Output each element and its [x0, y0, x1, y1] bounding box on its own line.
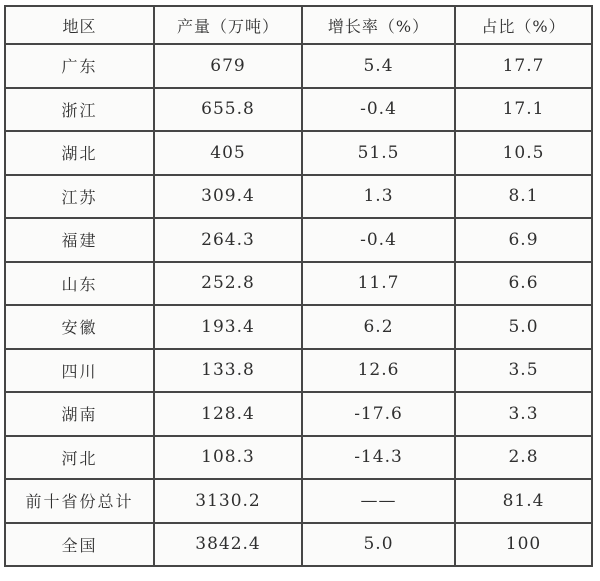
region-cell: 安徽: [5, 305, 154, 349]
share-cell: 100: [455, 523, 592, 567]
production-cell: 3130.2: [154, 479, 302, 523]
growth-cell: -17.6: [302, 392, 455, 436]
table-row: [5, 523, 592, 567]
growth-cell: 11.7: [302, 262, 455, 306]
region-cell: 江苏: [5, 175, 154, 219]
column-header-share: 占比（%）: [455, 6, 592, 44]
growth-cell: 5.0: [302, 523, 455, 567]
production-cell: 3842.4: [154, 523, 302, 567]
region-cell: 湖南: [5, 392, 154, 436]
table-row: [5, 88, 592, 132]
table-row: [5, 131, 592, 175]
table-row: [5, 349, 592, 393]
production-cell: 405: [154, 131, 302, 175]
region-cell: 福建: [5, 218, 154, 262]
share-cell: 3.5: [455, 349, 592, 393]
growth-cell: 6.2: [302, 305, 455, 349]
share-cell: 8.1: [455, 175, 592, 219]
production-cell: 655.8: [154, 88, 302, 132]
growth-cell: ——: [302, 479, 455, 523]
growth-cell: 5.4: [302, 44, 455, 88]
production-cell: 108.3: [154, 436, 302, 480]
share-cell: 5.0: [455, 305, 592, 349]
data-table: [4, 5, 593, 567]
table-header: [5, 6, 592, 44]
table-row: [5, 305, 592, 349]
table-row: [5, 218, 592, 262]
share-cell: 17.7: [455, 44, 592, 88]
production-cell: 128.4: [154, 392, 302, 436]
column-header-region: 地区: [5, 6, 154, 44]
table-row: [5, 175, 592, 219]
share-cell: 17.1: [455, 88, 592, 132]
table-body: [5, 44, 592, 566]
share-cell: 81.4: [455, 479, 592, 523]
growth-cell: -0.4: [302, 88, 455, 132]
share-cell: 2.8: [455, 436, 592, 480]
growth-cell: -0.4: [302, 218, 455, 262]
growth-cell: 12.6: [302, 349, 455, 393]
production-cell: 264.3: [154, 218, 302, 262]
growth-cell: 51.5: [302, 131, 455, 175]
region-cell: 全国: [5, 523, 154, 567]
region-cell: 浙江: [5, 88, 154, 132]
table-row: [5, 44, 592, 88]
region-cell: 四川: [5, 349, 154, 393]
column-header-growth: 增长率（%）: [302, 6, 455, 44]
growth-cell: -14.3: [302, 436, 455, 480]
growth-cell: 1.3: [302, 175, 455, 219]
region-cell: 河北: [5, 436, 154, 480]
column-header-production: 产量（万吨）: [154, 6, 302, 44]
share-cell: 6.9: [455, 218, 592, 262]
share-cell: 3.3: [455, 392, 592, 436]
production-cell: 309.4: [154, 175, 302, 219]
table-row: [5, 262, 592, 306]
region-cell: 广东: [5, 44, 154, 88]
table-row: [5, 436, 592, 480]
production-cell: 252.8: [154, 262, 302, 306]
share-cell: 6.6: [455, 262, 592, 306]
region-cell: 山东: [5, 262, 154, 306]
table-row: [5, 479, 592, 523]
region-cell: 前十省份总计: [5, 479, 154, 523]
production-cell: 193.4: [154, 305, 302, 349]
share-cell: 10.5: [455, 131, 592, 175]
table-row: [5, 392, 592, 436]
header-row: [5, 6, 592, 44]
production-cell: 679: [154, 44, 302, 88]
production-cell: 133.8: [154, 349, 302, 393]
region-cell: 湖北: [5, 131, 154, 175]
